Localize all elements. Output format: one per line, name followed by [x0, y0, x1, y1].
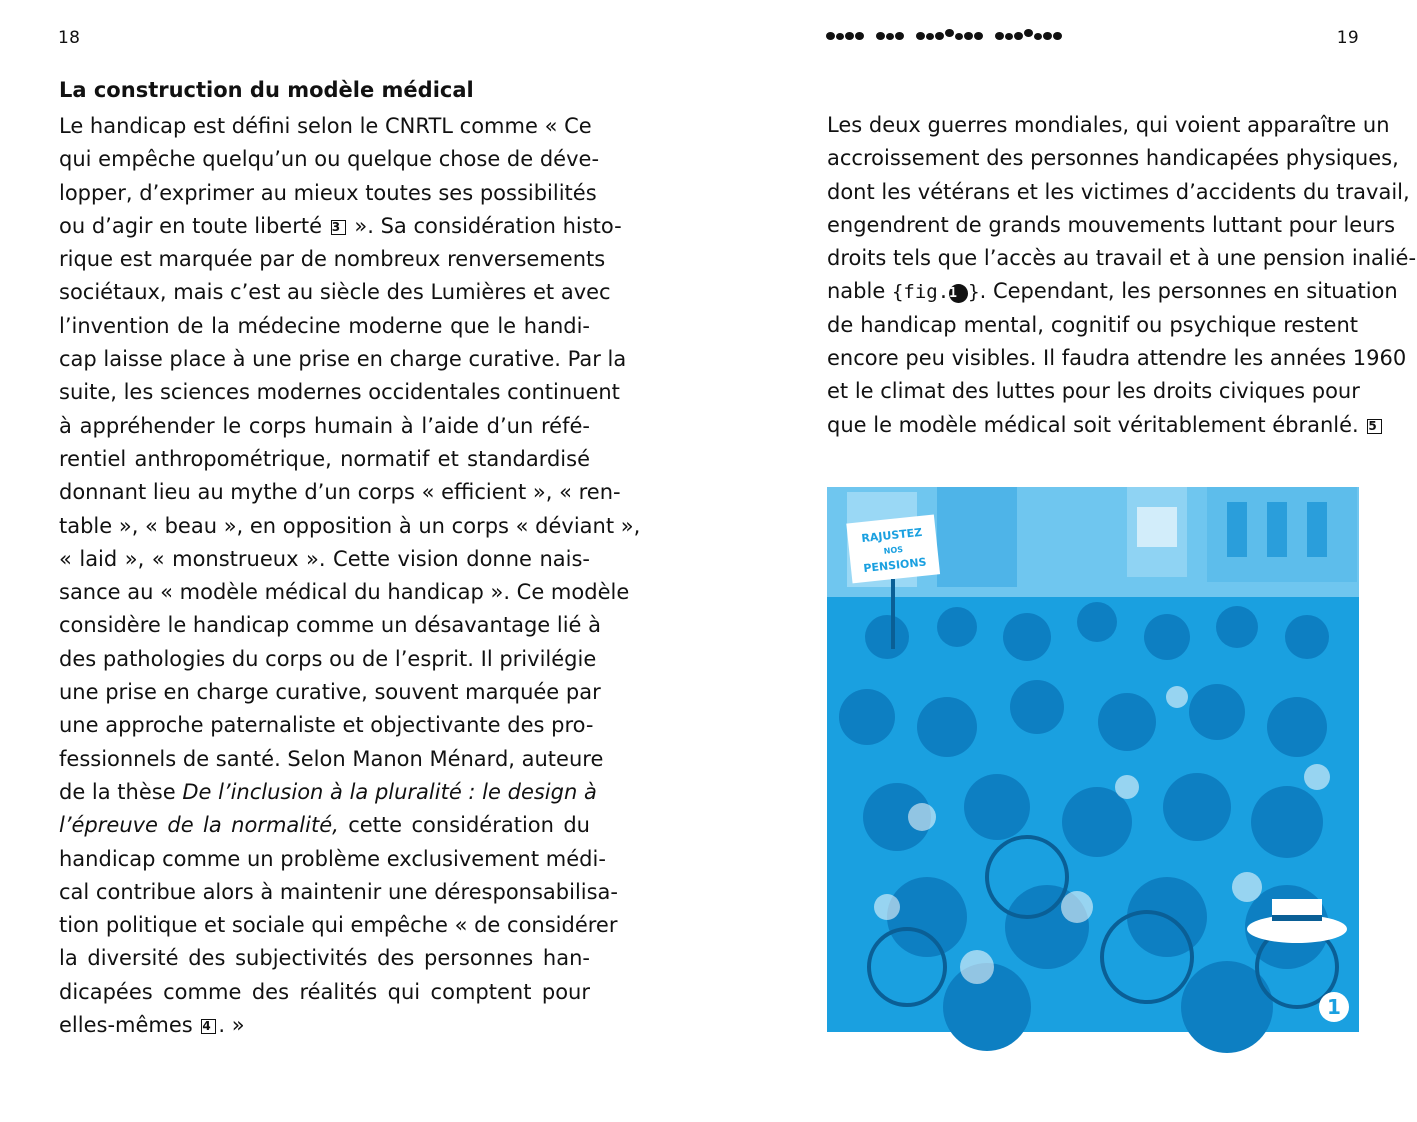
text-line	[59, 476, 621, 509]
text-segment: rique est marquée par de nombreux renversements	[59, 247, 606, 272]
italic-title: l’épreuve de la normalité,	[59, 813, 339, 838]
dot-glyph	[886, 33, 894, 40]
text-line	[59, 576, 630, 609]
dot-glyph	[836, 33, 844, 40]
text-line	[59, 676, 601, 709]
text-segment: dont les vétérans et les victimes d’accidents du travail,	[827, 179, 1410, 204]
dot-glyph	[895, 32, 904, 40]
text-segment: droits tels que l’accès au travail et à une pension inalié-	[827, 246, 1417, 271]
text-segment: lopper, d’exprimer au mieux toutes ses possibilités	[59, 180, 597, 205]
text-segment: Le handicap est défini selon le CNRTL comme « Ce	[59, 114, 592, 138]
dot-glyph	[845, 32, 854, 40]
text-line	[59, 909, 618, 942]
right-body-text	[827, 109, 1417, 442]
text-line	[59, 177, 597, 210]
text-segment: que le modèle médical soit véritablement ébranlé.	[827, 412, 1366, 437]
text-line	[59, 310, 590, 343]
text-line	[827, 176, 1410, 209]
text-line	[59, 843, 606, 876]
text-line	[59, 743, 604, 776]
right-page	[709, 0, 1417, 1122]
text-segment: l’invention de la médecine moderne que le handi-	[59, 313, 590, 338]
text-segment: encore peu visibles. Il faudra attendre les années 1960	[827, 346, 1407, 371]
text-segment: sociétaux, mais c’est au siècle des Lumières et avec	[59, 280, 611, 305]
text-segment: « laid », « monstrueux ». Cette vision donne nais-	[59, 546, 590, 571]
page-number-right: 19	[1336, 28, 1359, 48]
left-page	[0, 0, 708, 1122]
text-line	[59, 410, 590, 443]
text-segment: nable	[827, 279, 892, 304]
text-segment: et le climat des luttes pour les droits civiques pour	[827, 379, 1360, 404]
text-segment: cal contribue alors à maintenir une déresponsabilisa-	[59, 879, 619, 904]
text-segment: cap laisse place à une prise en charge curative. Par la	[59, 347, 627, 372]
text-segment: ». Sa considération histo-	[347, 213, 622, 238]
text-segment: Les deux guerres mondiales, qui voient apparaître un	[827, 113, 1390, 137]
dot-glyph	[876, 32, 885, 40]
text-line	[827, 142, 1399, 175]
text-line	[59, 809, 590, 842]
dot-group	[876, 32, 905, 40]
dot-group	[916, 32, 984, 40]
text-line	[59, 942, 590, 975]
text-line	[827, 275, 1398, 308]
text-line	[59, 243, 606, 276]
text-segment: ou d’agir en toute liberté	[59, 213, 329, 238]
text-segment: de la thèse	[59, 779, 183, 804]
text-segment: de handicap mental, cognitif ou psychique restent	[827, 312, 1358, 337]
text-line	[59, 376, 620, 409]
text-line	[59, 543, 590, 576]
text-segment: sance au « modèle médical du handicap ». Ce modèle	[59, 580, 630, 605]
text-line	[827, 375, 1358, 408]
dot-glyph	[974, 32, 983, 40]
text-segment: une approche paternaliste et objectivante des pro-	[59, 713, 594, 738]
text-line	[827, 342, 1407, 375]
text-segment: cette considération du	[338, 813, 590, 838]
text-segment: handicap comme un problème exclusivement médi-	[59, 846, 606, 871]
sign-text-line-3: PENSIONS	[862, 555, 928, 576]
text-line	[59, 343, 627, 376]
left-body-text	[59, 110, 641, 1042]
text-line	[59, 510, 641, 543]
figure-reference: {fig.1 }	[891, 281, 980, 304]
text-line	[59, 143, 600, 176]
dot-glyph	[964, 32, 973, 40]
dot-glyph	[855, 32, 864, 40]
dot-glyph	[935, 32, 944, 40]
text-line	[827, 109, 1390, 142]
dot-glyph	[926, 33, 934, 40]
text-segment: table », « beau », en opposition à un corps « déviant »,	[59, 513, 641, 538]
dot-group	[995, 32, 1063, 40]
text-line	[59, 776, 597, 809]
text-segment: . »	[218, 1013, 245, 1038]
text-line	[827, 309, 1358, 342]
text-segment: rentiel anthropométrique, normatif et standardisé	[59, 446, 590, 471]
text-segment: à appréhender le corps humain à l’aide d’un réfé-	[59, 413, 590, 438]
dot-glyph	[1043, 32, 1052, 40]
text-segment: accroissement des personnes handicapées physiques,	[827, 146, 1399, 171]
text-segment: donnant lieu au mythe d’un corps « efficient », « ren-	[59, 480, 621, 505]
text-line	[827, 242, 1417, 275]
text-line	[59, 709, 594, 742]
text-segment: engendrent de grands mouvements luttant pour leurs	[827, 212, 1396, 237]
text-segment: une prise en charge curative, souvent marquée par	[59, 680, 601, 705]
dot-group	[826, 32, 865, 40]
dot-glyph	[955, 33, 963, 40]
sign-text-line-1: RAJUSTEZ	[860, 525, 923, 546]
text-segment: suite, les sciences modernes occidentales continuent	[59, 380, 620, 405]
text-line	[59, 1009, 590, 1042]
dot-glyph	[826, 32, 835, 40]
text-segment: tion politique et sociale qui empêche « de considérer	[59, 913, 618, 938]
text-segment: dicapées comme des réalités qui comptent pour	[59, 979, 590, 1004]
text-segment: considère le handicap comme un désavantage lié à	[59, 613, 602, 638]
text-line	[827, 409, 1377, 442]
text-line	[59, 876, 619, 909]
text-line	[59, 609, 602, 642]
section-heading: La construction du modèle médical	[59, 78, 474, 102]
dot-glyph	[1024, 29, 1033, 37]
figure-photo	[827, 487, 1359, 1032]
dot-glyph	[916, 32, 925, 40]
crowd-photo-illustration	[827, 487, 1359, 1032]
text-line	[59, 643, 597, 676]
footnote-marker: 5	[1367, 419, 1382, 434]
dot-glyph	[995, 32, 1004, 40]
text-segment: des pathologies du corps ou de l’esprit. Il privilégie	[59, 646, 597, 671]
dot-glyph	[1053, 32, 1062, 40]
text-segment: fessionnels de santé. Selon Manon Ménard, auteure	[59, 746, 604, 771]
dot-glyph	[1005, 33, 1013, 40]
footnote-marker: 3	[331, 220, 346, 235]
dot-glyph	[1014, 32, 1023, 40]
dot-glyph	[945, 29, 954, 37]
text-segment: elles-mêmes	[59, 1013, 200, 1038]
text-segment: . Cependant, les personnes en situation	[979, 279, 1398, 304]
text-line	[59, 443, 590, 476]
footnote-marker: 4	[201, 1019, 216, 1034]
text-line	[59, 276, 611, 309]
text-line	[59, 110, 590, 143]
figure-number-dot: 1	[949, 284, 968, 303]
text-segment: qui empêche quelqu’un ou quelque chose de déve-	[59, 147, 600, 172]
dot-glyph	[1034, 33, 1042, 40]
figure-number-badge: 1	[1319, 992, 1349, 1022]
running-head-dots	[826, 32, 1074, 40]
text-line	[827, 209, 1396, 242]
sign-text-line-2: NOS	[883, 544, 904, 556]
text-line	[59, 210, 622, 243]
text-line	[59, 976, 590, 1009]
italic-title: De l’inclusion à la pluralité : le design à	[182, 779, 597, 804]
page-number-left: 18	[58, 28, 81, 48]
text-segment: la diversité des subjectivités des personnes han-	[59, 946, 590, 971]
